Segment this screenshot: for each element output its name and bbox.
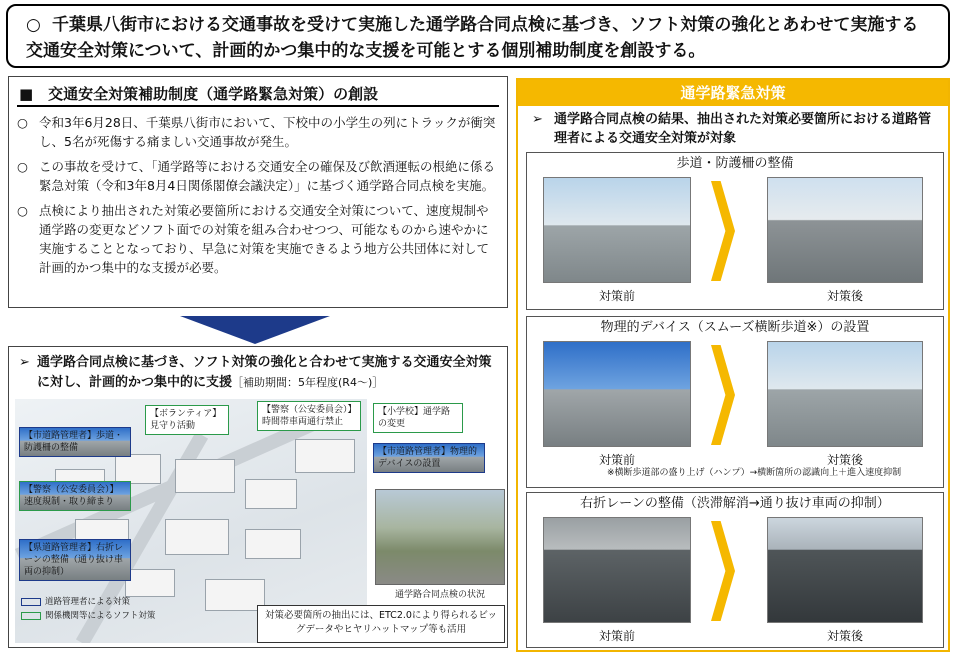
building-shape [175, 459, 235, 493]
building-shape [295, 439, 355, 473]
after-label: 対策後 [826, 289, 863, 303]
chevron-right-icon [711, 521, 735, 621]
callout-police-time: 【警察（公安委員会）】時間帯車両通行禁止 [257, 401, 361, 431]
building-shape [115, 454, 161, 484]
paragraph-text: 点検により抽出された対策必要箇所における交通安全対策について、速度規制や通学路の変更などソフト面での対策を組み合わせつつ、可能なものから速やかに実施することとなっており、早急に対策を実施できるよう地方公共団体に対して計画的かつ集中的な支援が必要。 [39, 203, 490, 275]
urgent-marker: ➢ [532, 112, 543, 127]
urgent-title: 通学路緊急対策 [518, 80, 948, 106]
legend-row [21, 609, 155, 623]
legend-label: 道路管理者による対策 [45, 597, 131, 607]
section-title: 物理的デバイス（スムーズ横断歩道※）の設置 [600, 320, 870, 335]
after-photo [767, 177, 923, 283]
legend-swatch-green [21, 612, 41, 620]
section-smooth-crossing [526, 316, 944, 488]
after-label: 対策後 [826, 629, 863, 643]
legend-row [21, 595, 155, 609]
after-label: 対策後 [826, 453, 863, 467]
paragraph-text: この事故を受けて、「通学路等における交通安全の確保及び飲酒運転の根絶に係る緊急対策（令和3年8月4日関係閣僚会議決定）」に基づく通学路合同点検を実施。 [39, 159, 496, 193]
background-panel [8, 76, 508, 308]
down-arrow-icon [180, 316, 330, 344]
before-photo [543, 177, 691, 283]
building-shape [245, 479, 297, 509]
urgent-desc-text: 通学路合同点検の結果、抽出された対策必要箇所における道路管理者による交通安全対策が対象 [554, 112, 932, 146]
background-paragraph [17, 201, 499, 277]
paragraph-marker: ○ [17, 159, 28, 174]
building-shape [205, 579, 265, 611]
etc-note: 対策必要箇所の抽出には、ETC2.0により得られるビッグデータやヒヤリハットマップ等も活用 [257, 605, 505, 643]
hump-note: ※横断歩道部の盛り上げ（ハンプ）→横断箇所の認識向上＋進入速度抑制 [607, 468, 902, 478]
summary-banner [6, 4, 950, 68]
callout-school: 【小学校】通学路の変更 [373, 403, 463, 433]
inspection-photo [375, 489, 505, 585]
inspection-photo-caption: 通学路合同点検の状況 [394, 590, 485, 600]
support-heading-text: 通学路合同点検に基づき、ソフト対策の強化と合わせて実施する交通安全対策に対し、計画的かつ集中的に支援 [37, 355, 492, 390]
callout-city-device: 【市道路管理者】物理的デバイスの設置 [373, 443, 485, 473]
section-title: 歩道・防護柵の整備 [676, 156, 794, 171]
callout-pref-lane: 【県道路管理者】右折レーンの整備（通り抜け車両の抑制） [19, 539, 131, 581]
before-label: 対策前 [598, 289, 635, 303]
background-paragraph [17, 113, 499, 151]
callout-police-speed: 【警察（公安委員会）】速度規制・取り締まり [19, 481, 131, 511]
urgent-desc [532, 110, 942, 148]
section-sidewalk [526, 152, 944, 310]
callout-volunteer: 【ボランティア】見守り活動 [145, 405, 229, 435]
building-shape [245, 529, 301, 559]
chevron-right-icon [711, 345, 735, 445]
paragraph-marker: ○ [17, 203, 28, 218]
summary-text: 千葉県八街市における交通事故を受けて実施した通学路合同点検に基づき、ソフト対策の強化とあわせて実施する交通安全対策について、計画的かつ集中的な支援を可能とする個別補助制度を創設する。 [26, 15, 919, 61]
support-panel [8, 346, 508, 648]
before-photo [543, 341, 691, 447]
before-photo [543, 517, 691, 623]
background-paragraph [17, 157, 499, 195]
after-photo [767, 341, 923, 447]
building-shape [125, 569, 175, 597]
chevron-right-icon [711, 181, 735, 281]
urgent-measures-panel [516, 78, 950, 652]
background-title: ■ 交通安全対策補助制度（通学路緊急対策）の創設 [17, 83, 499, 107]
paragraph-marker: ○ [17, 115, 28, 130]
section-turn-lane [526, 492, 944, 648]
legend-swatch-blue [21, 598, 41, 606]
before-label: 対策前 [598, 453, 635, 467]
summary-marker: ○ [26, 15, 41, 35]
callout-city-sidewalk: 【市道路管理者】歩道・防護柵の整備 [19, 427, 131, 457]
support-heading [19, 353, 499, 393]
section-title: 右折レーンの整備（渋滞解消→通り抜け車両の抑制） [580, 496, 890, 511]
support-marker: ➢ [19, 355, 30, 370]
after-photo [767, 517, 923, 623]
building-shape [165, 519, 229, 555]
legend-label: 関係機関等によるソフト対策 [45, 611, 156, 621]
legend [21, 595, 155, 623]
support-period: ［補助期間：5年程度(R4～)］ [232, 376, 384, 389]
paragraph-text: 令和3年6月28日、千葉県八街市において、下校中の小学生の列にトラックが衝突し、5名が死傷する痛ましい交通事故が発生。 [39, 115, 496, 149]
before-label: 対策前 [598, 629, 635, 643]
